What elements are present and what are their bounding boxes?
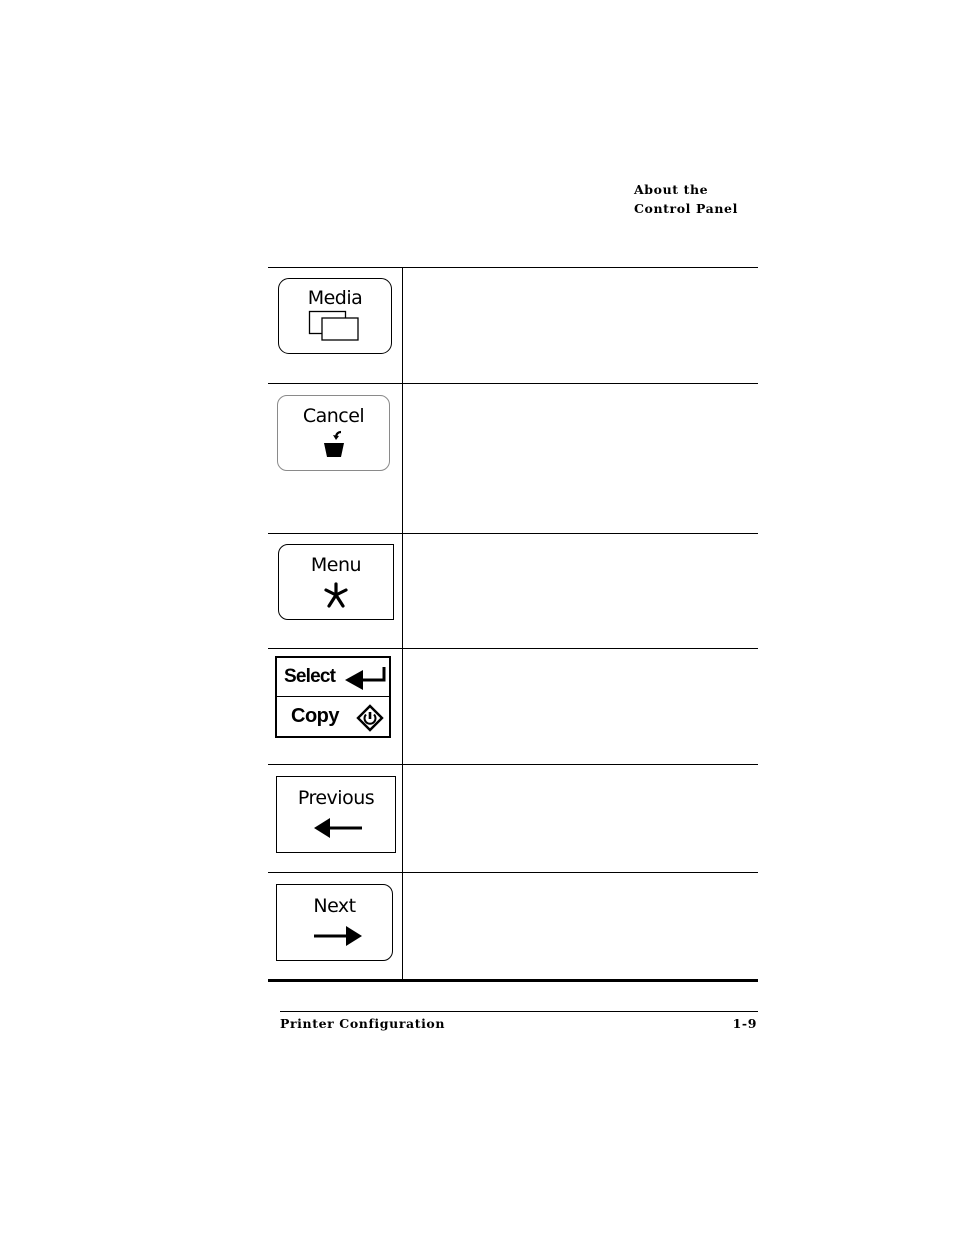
row-divider <box>268 872 758 873</box>
next-key-label: Next <box>313 895 356 917</box>
asterisk-icon <box>323 582 349 608</box>
running-head-line-1: About the <box>634 182 709 197</box>
menu-key-label: Menu <box>310 554 362 576</box>
table-top-rule <box>268 267 758 268</box>
menu-key[interactable] <box>278 544 394 620</box>
row-divider <box>268 533 758 534</box>
left-arrow-icon <box>312 815 364 841</box>
select-key-label: Select <box>284 666 336 687</box>
page-number: 1-9 <box>732 1016 757 1031</box>
previous-key-label: Previous <box>297 787 375 809</box>
copy-key-label: Copy <box>291 705 339 727</box>
trash-bin-icon <box>321 430 347 460</box>
running-head <box>634 180 738 218</box>
copy-key[interactable] <box>277 697 389 738</box>
column-divider <box>402 268 403 980</box>
enter-arrow-icon <box>343 664 389 692</box>
media-key[interactable] <box>278 278 392 354</box>
right-arrow-icon <box>312 923 364 949</box>
select-copy-key <box>275 656 391 738</box>
footer-title: Printer Configuration <box>280 1016 446 1031</box>
media-tray-icon <box>308 310 360 344</box>
row-divider <box>268 764 758 765</box>
cancel-key-label: Cancel <box>302 405 365 427</box>
table-bottom-rule <box>268 979 758 982</box>
next-key[interactable] <box>276 884 393 961</box>
footer-rule <box>280 1011 758 1012</box>
start-diamond-icon <box>356 704 384 732</box>
previous-key[interactable] <box>276 776 396 853</box>
cancel-key[interactable] <box>277 395 390 471</box>
media-key-label: Media <box>307 287 363 309</box>
row-divider <box>268 383 758 384</box>
running-head-line-2: Control Panel <box>634 201 738 216</box>
row-divider <box>268 648 758 649</box>
select-key[interactable] <box>277 658 389 697</box>
